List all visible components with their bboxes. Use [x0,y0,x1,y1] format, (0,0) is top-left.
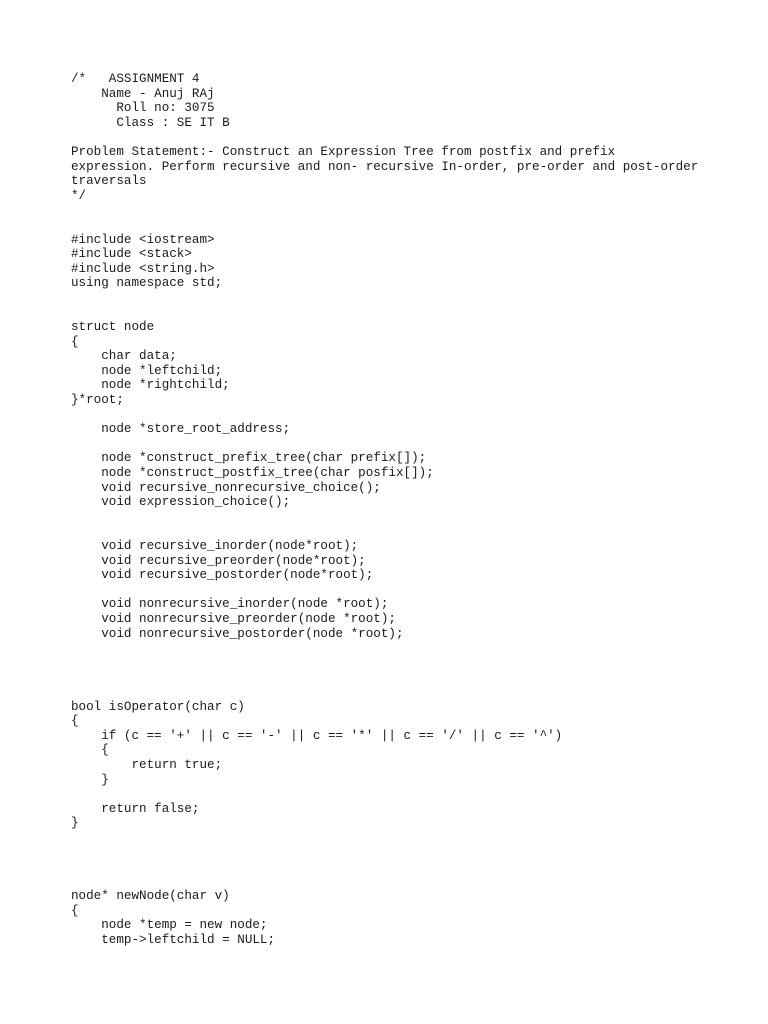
code-line: { [71,714,79,729]
code-line [71,860,751,875]
code-line: char data; [71,349,177,364]
code-line [71,291,751,306]
code-line: traversals [71,174,147,189]
code-line [71,218,751,233]
code-line [71,787,751,802]
code-line: #include <string.h> [71,261,215,276]
code-line: { [71,903,79,918]
code-line: Roll no: 3075 [71,101,215,116]
code-line: void recursive_nonrecursive_choice(); [71,480,381,495]
code-line: */ [71,188,87,203]
code-line: { [71,334,79,349]
code-line: node *temp = new node; [71,918,268,933]
code-line [71,875,751,890]
code-line: node *construct_prefix_tree(char prefix[]); [71,451,427,466]
code-line: struct node [71,320,155,335]
code-line: { [71,743,109,758]
code-line: return false; [71,801,200,816]
code-line: #include <stack> [71,247,192,262]
code-line: expression. Perform recursive and non- recursive In-order, pre-order and post-order [71,159,699,174]
code-line: Name - Anuj RAj [71,86,215,101]
code-line: } [71,816,79,831]
code-line [71,583,751,598]
code-line: void nonrecursive_postorder(node *root); [71,626,404,641]
code-line [71,656,751,671]
code-line [71,306,751,321]
code-line: void recursive_inorder(node*root); [71,539,359,553]
code-listing [71,72,751,948]
code-line: bool isOperator(char c) [71,699,245,714]
code-line: }*root; [71,393,124,408]
code-line [71,408,751,423]
code-line: } [71,772,109,787]
code-line [71,670,751,685]
code-line: /* ASSIGNMENT 4 [71,72,200,86]
code-line: Problem Statement:- Construct an Expression Tree from postfix and prefix [71,144,616,159]
code-line [71,130,751,145]
code-line: Class : SE IT B [71,115,230,130]
code-line: node *store_root_address; [71,422,291,437]
code-line [71,203,751,218]
code-line [71,437,751,452]
code-line: node *rightchild; [71,378,230,393]
code-line: node *leftchild; [71,363,223,378]
code-line: return true; [71,757,223,772]
code-line: node *construct_postfix_tree(char posfix[]); [71,466,434,481]
code-line: if (c == '+' || c == '-' || c == '*' || c == '/' || c == '^') [71,728,563,743]
code-line [71,845,751,860]
code-line [71,510,751,525]
code-line: using namespace std; [71,276,223,291]
code-line: #include <iostream> [71,232,215,247]
code-line: void recursive_postorder(node*root); [71,568,374,583]
code-line: void recursive_preorder(node*root); [71,553,366,568]
code-line: node* newNode(char v) [71,889,230,904]
code-line [71,524,751,539]
code-line [71,641,751,656]
code-line: temp->leftchild = NULL; [71,933,276,948]
code-line [71,685,751,700]
code-line: void nonrecursive_inorder(node *root); [71,597,389,612]
code-line [71,831,751,846]
code-line: void expression_choice(); [71,495,291,510]
code-line: void nonrecursive_preorder(node *root); [71,611,396,626]
